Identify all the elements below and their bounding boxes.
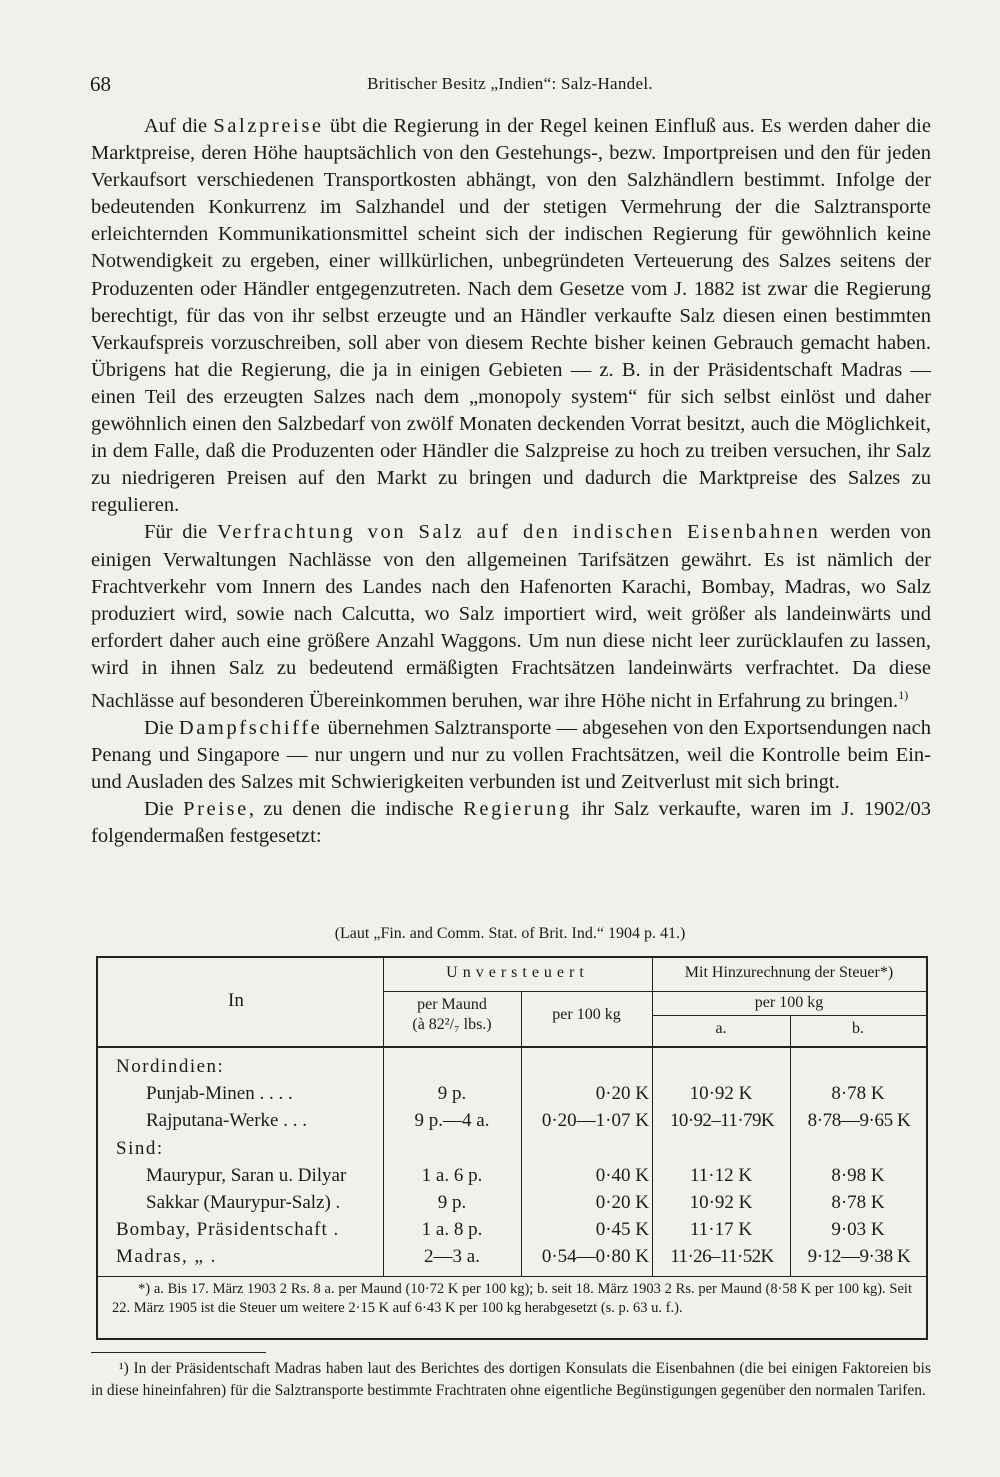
col-header-taxed-per-100kg: per 100 kg	[754, 994, 824, 1011]
para4-lead: Die	[144, 798, 184, 821]
table-note: *) a. Bis 17. März 1903 2 Rs. 8 a. per Maund (10·72 K per 100 kg); b. seit 18. März 1903 2 Rs. per Maund (8·58 K per 100 kg). Seit 22. März 1905 ist die Steuer um weitere 2·15 K auf 6·43 K per 100 kg herabgesetzt (s. p. 63 u. f.).	[112, 1281, 912, 1316]
para2-emphasis: Verfrachtung von Salz auf den indischen Eisenbahnen	[217, 521, 821, 544]
paragraph-steamships	[91, 715, 931, 796]
cell-100kg: 0·20—1·07 K	[541, 1110, 649, 1131]
row-label: Maurypur, Saran u. Dilyar	[146, 1165, 347, 1186]
cell-100kg: 0·20 K	[595, 1192, 649, 1213]
cell-100kg: 0·20 K	[595, 1083, 649, 1104]
footnote-rule	[91, 1352, 266, 1353]
footnote-reference: 1)	[898, 687, 909, 702]
price-table	[96, 956, 928, 1340]
cell-taxed-a: 10·92 K	[689, 1192, 753, 1213]
cell-maund: 9 p.	[437, 1192, 467, 1213]
page-number: 68	[90, 72, 111, 96]
row-label: Nordindien:	[116, 1056, 225, 1077]
cell-taxed-b: 9·12—9·38 K	[807, 1246, 911, 1267]
page-header	[90, 72, 930, 102]
para3-lead: Die	[144, 716, 179, 739]
para2-lead: Für die	[144, 521, 218, 544]
para1-text: übt die Regierung in der Regel keinen Einfluß aus. Es werden daher die Marktpreise, deren Höhe hauptsächlich von den Gestehungs-, bezw. Importpreisen und den für jeden Verkaufsort verschiedenen Transportkosten abhängt, von den Salzhändlern bestimmt. Infolge der bedeutenden Konkurrenz im Salzhandel und der stetigen Vermehrung der die Salztransporte erleichternden Kommunikationsmittel scheint sich der indischen Regierung für gewöhnlich keine Notwendigkeit zu ergeben, einer willkürlichen, unbegründeten Verteuerung des Salzes seitens der Produzenten oder Händler entgegenzutreten. Nach dem Gesetze vom J. 1882 ist zwar die Regierung berechtigt, für das von ihr selbst erzeugte und an Händler verkaufte Salz diesen einen bestimmten Verkaufspreis vorzuschreiben, soll aber von diesem Rechte bisher keinen Gebrauch gemacht haben. Übrigens hat die Regierung, die ja in einigen Gebieten — z. B. in der Präsidentschaft Madras — einen Teil des erzeugten Salzes nach dem „monopoly system“ für sich selbst einlöst und daher gewöhnlich einen den Salzbedarf von zwölf Monaten deckenden Vorrat besitzt, auch die Möglichkeit, in dem Falle, daß die Produzenten oder Händler die Salzpreise zu hoch zu treiben versuchen, ihr Salz zu niedrigeren Preisen auf den Markt zu bringen und dadurch die Marktpreise des Salzes zu regulieren.	[91, 115, 931, 517]
row-label: Sind:	[116, 1138, 164, 1159]
cell-taxed-b: 8·78 K	[831, 1083, 885, 1104]
row-label: Sakkar (Maurypur-Salz) .	[146, 1192, 341, 1213]
running-head: Britischer Besitz „Indien“: Salz-Handel.	[367, 74, 653, 93]
para2-text: werden von einigen Verwaltungen Nachlässe von den allgemeinen Tarifsätzen gewährt. Es ist nämlich der Frachtverkehr vom Innern des Landes nach den Hafenorten Karachi, Bombay, Madras, wo Salz produziert wird, sowie nach Calcutta, wo Salz importiert wird, weit größer als landeinwärts und erfordert daher auch eine größere Anzahl Waggons. Um nun diese nicht leer zurücklaufen zu lassen, wird in ihnen Salz zu bedeutend ermäßigten Frachtsätzen landeinwärts verfrachtet. Da diese Nachlässe auf besonderen Übereinkommen beruhen, war ihre Höhe nicht in Erfahrung zu bringen.	[91, 521, 931, 712]
col-header-per-100kg: per 100 kg	[552, 1006, 621, 1023]
para4-mid: , zu denen die indische	[248, 798, 464, 821]
col-group-taxed: Mit Hinzurechnung der Steuer*)	[684, 964, 894, 981]
col-header-per-maund: per Maund	[417, 996, 487, 1013]
row-label: Rajputana-Werke . . .	[146, 1110, 307, 1131]
para1-lead: Auf die	[144, 115, 214, 137]
para3-text: übernehmen Salztransporte — abgesehen von den Exportsendungen nach Penang und Singapore — nur ungern und nur zu vollen Frachtsätzen, weil die Kontrolle beim Ein- und Ausladen des Salzes mit Schwierigkeiten verbunden ist und Zeitverlust mit sich bringt.	[91, 716, 931, 794]
cell-100kg: 0·54—0·80 K	[541, 1246, 649, 1267]
col-header-maund-note: (à 82²/₇ lbs.)	[412, 1016, 492, 1033]
cell-taxed-b: 8·78 K	[831, 1192, 885, 1213]
cell-taxed-a: 11·17 K	[689, 1219, 753, 1240]
cell-100kg: 0·40 K	[595, 1165, 649, 1186]
cell-maund: 2—3 a.	[424, 1246, 480, 1267]
cell-maund: 1 a. 8 p.	[421, 1219, 483, 1240]
para4-emphasis-2: Regierung	[463, 798, 572, 821]
row-label: Punjab-Minen . . . .	[146, 1083, 293, 1104]
footnote: ¹) In der Präsidentschaft Madras haben laut des Berichtes des dortigen Konsulats die Eisenbahnen (die bei einigen Faktoreien bis in diese hineinfahren) für die Salztransporte bestimmte Frachtraten ohne eigentliche Begünstigungen gegenüber den normalen Tarifen.	[91, 1360, 931, 1399]
para4-text: ihr Salz verkaufte, waren im J. 1902/03 folgendermaßen festgesetzt:	[91, 798, 931, 848]
paragraph-prices	[91, 796, 931, 850]
body-text	[91, 113, 931, 850]
paragraph-salt-prices	[91, 113, 931, 519]
para1-emphasis: Salzpreise	[213, 115, 324, 137]
row-label: Bombay, Präsidentschaft .	[116, 1219, 340, 1240]
col-header-in: In	[228, 990, 244, 1011]
col-header-b: b.	[852, 1020, 864, 1037]
cell-taxed-a: 11·12 K	[689, 1165, 753, 1186]
para4-emphasis-1: Preise	[183, 798, 249, 821]
table-source: (Laut „Fin. and Comm. Stat. of Brit. Ind.“ 1904 p. 41.)	[334, 925, 686, 942]
col-header-a: a.	[715, 1020, 727, 1037]
cell-taxed-b: 9·03 K	[831, 1219, 885, 1240]
col-group-untaxed: Unversteuert	[446, 964, 589, 981]
row-label: Madras, „ .	[116, 1246, 217, 1267]
cell-taxed-a: 11·26–11·52K	[670, 1246, 774, 1267]
para3-emphasis: Dampfschiffe	[178, 716, 323, 739]
cell-maund: 9 p.	[437, 1083, 467, 1104]
cell-taxed-a: 10·92–11·79K	[670, 1110, 774, 1131]
cell-taxed-b: 8·98 K	[831, 1165, 885, 1186]
paragraph-railway-freight	[91, 519, 931, 714]
cell-taxed-b: 8·78—9·65 K	[807, 1110, 911, 1131]
cell-taxed-a: 10·92 K	[689, 1083, 753, 1104]
cell-100kg: 0·45 K	[595, 1219, 649, 1240]
cell-maund: 1 a. 6 p.	[421, 1165, 483, 1186]
cell-maund: 9 p.—4 a.	[414, 1110, 490, 1131]
